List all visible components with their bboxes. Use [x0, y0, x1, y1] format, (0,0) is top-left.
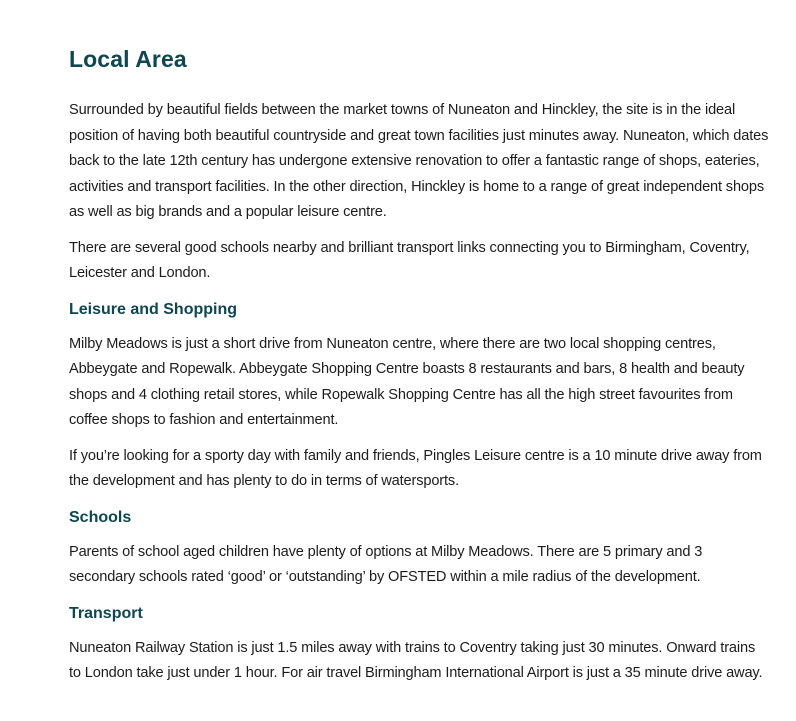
section-heading-leisure: Leisure and Shopping: [69, 300, 238, 318]
leisure-paragraph-2: If you’re looking for a sporty day with family and friends, Pingles Leisure centre is a 10 minute drive away from the development and has plenty to do in terms of watersports.: [69, 447, 762, 489]
schools-paragraph: Parents of school aged children have plenty of options at Milby Meadows. There are 5 primary and 3 secondary schools rated ‘good’ or ‘outstanding’ by OFSTED within a mile radius of the development.: [69, 543, 703, 585]
transport-paragraph: Nuneaton Railway Station is just 1.5 miles away with trains to Coventry taking just 30 minutes. Onward trains to London take just under 1 hour. For air travel Birmingham International Airport is just a 35 minute drive away.: [69, 639, 763, 681]
section-heading-transport: Transport: [69, 604, 143, 622]
page-title: Local Area: [69, 46, 187, 72]
section-heading-schools: Schools: [69, 508, 132, 526]
intro-paragraph-1: Surrounded by beautiful fields between the market towns of Nuneaton and Hinckley, the site is in the ideal position of having both beautiful countryside and great town facilities just minutes away. Nuneaton, which dates back to the late 12th century has undergone extensive renovation to offer a fantastic range of shops, eateries, activities and transport facilities. In the other direction, Hinckley is home to a range of great independent shops as well as big brands and a popular leisure centre.: [69, 102, 769, 220]
article: [69, 44, 769, 697]
intro-paragraph-2: There are several good schools nearby and brilliant transport links connecting you to Birmingham, Coventry, Leicester and London.: [69, 239, 750, 281]
leisure-paragraph-1: Milby Meadows is just a short drive from Nuneaton centre, where there are two local shopping centres, Abbeygate and Ropewalk. Abbeygate Shopping Centre boasts 8 restaurants and bars, 8 health and beauty shops and 4 clothing retail stores, while Ropewalk Shopping Centre has all the high street favourites from coffee shops to fashion and entertainment.: [69, 335, 745, 428]
